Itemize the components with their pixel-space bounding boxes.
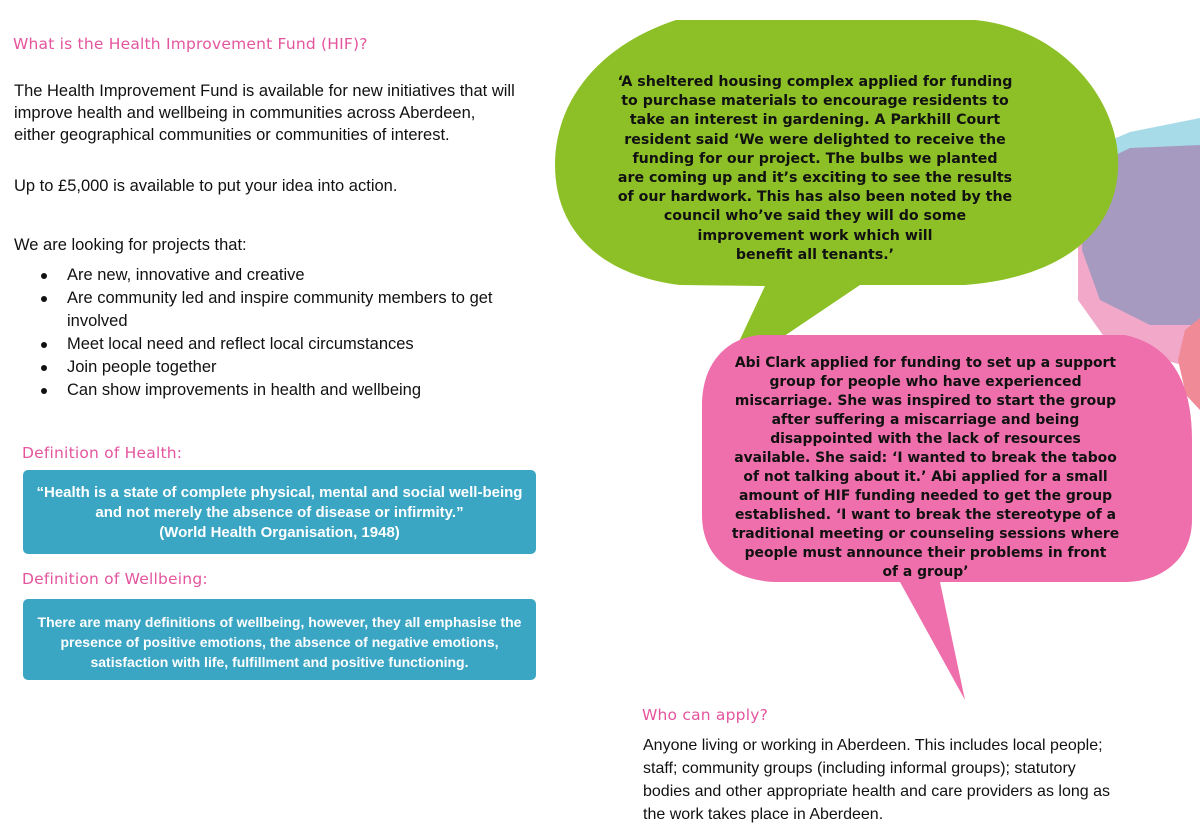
criteria-item: Are community led and inspire community members to get involved bbox=[14, 287, 524, 333]
pink-quote-line: disappointed with the lack of resources bbox=[770, 431, 1081, 447]
green-quote-line: benefit all tenants.’ bbox=[735, 246, 895, 263]
green-quote-line: ‘A sheltered housing complex applied for funding bbox=[617, 74, 1013, 90]
who-can-apply-heading: Who can apply? bbox=[642, 706, 769, 724]
who-can-apply-line: staff; community groups (including informal groups); statutory bbox=[643, 760, 1076, 777]
green-quote-line: council who’ve said they will do some bbox=[663, 208, 967, 225]
criteria-item: Are new, innovative and creative bbox=[14, 264, 524, 287]
who-can-apply-line: the work takes place in Aberdeen. bbox=[643, 806, 884, 823]
green-quote-line: are coming up and it’s exciting to see the results bbox=[617, 170, 1013, 187]
pink-quote-line: available. She said: ‘I wanted to break the taboo bbox=[734, 450, 1117, 466]
green-bubble-quote bbox=[600, 73, 1030, 265]
criteria-list bbox=[14, 264, 524, 402]
funding-amount: Up to £5,000 is available to put your idea into action. bbox=[14, 177, 398, 195]
pink-quote-line: traditional meeting or counseling sessions where bbox=[731, 526, 1120, 542]
who-can-apply-text bbox=[643, 734, 1150, 826]
health-quote-line: and not merely the absence of disease or infirmity.” bbox=[95, 504, 464, 521]
hif-intro-line: The Health Improvement Fund is available for new initiatives that will bbox=[14, 82, 515, 100]
green-quote-line: to purchase materials to encourage residents to bbox=[621, 93, 1009, 110]
hif-heading: What is the Health Improvement Fund (HIF)? bbox=[13, 35, 368, 53]
health-definition-heading: Definition of Health: bbox=[22, 444, 183, 462]
green-quote-line: take an interest in gardening. A Parkhill Court bbox=[629, 112, 1001, 129]
wellbeing-text-line: satisfaction with life, fulfillment and positive functioning. bbox=[90, 654, 469, 670]
hif-intro-line: improve health and wellbeing in communities across Aberdeen, bbox=[14, 104, 476, 122]
green-quote-line: resident said ‘We were delighted to receive the bbox=[624, 131, 1006, 148]
hif-intro-line: either geographical communities or communities of interest. bbox=[14, 126, 450, 144]
who-can-apply-line: Anyone living or working in Aberdeen. This includes local people; bbox=[643, 737, 1103, 754]
green-quote-line: improvement work which will bbox=[697, 227, 933, 244]
green-quote-line: funding for our project. The bulbs we planted bbox=[632, 150, 998, 167]
pink-quote-line: miscarriage. She was inspired to start the group bbox=[734, 393, 1117, 409]
pink-quote-line: people must announce their problems in front bbox=[744, 545, 1107, 561]
pink-bubble-quote bbox=[713, 354, 1138, 582]
pink-quote-line: established. ‘I want to break the stereotype of a bbox=[735, 507, 1116, 523]
health-quote-source: (World Health Organisation, 1948) bbox=[159, 524, 400, 541]
wellbeing-text-line: There are many definitions of wellbeing, however, they all emphasise the bbox=[37, 614, 522, 630]
hif-intro bbox=[14, 80, 534, 146]
criteria-item: Join people together bbox=[14, 356, 524, 379]
green-quote-line: of our hardwork. This has also been noted by the bbox=[617, 189, 1013, 206]
pink-quote-line: amount of HIF funding needed to get the group bbox=[738, 488, 1113, 504]
pink-quote-line: group for people who have experienced bbox=[769, 374, 1082, 390]
wellbeing-definition-box bbox=[23, 599, 536, 680]
criteria-item: Meet local need and reflect local circumstances bbox=[14, 333, 524, 356]
pink-quote-line: after suffering a miscarriage and being bbox=[771, 412, 1080, 428]
looking-for-intro: We are looking for projects that: bbox=[14, 236, 247, 254]
health-quote-line: “Health is a state of complete physical, mental and social well-being bbox=[36, 484, 523, 501]
wellbeing-definition-heading: Definition of Wellbeing: bbox=[22, 570, 208, 588]
pink-quote-line: of a group’ bbox=[882, 564, 969, 580]
pink-quote-line: Abi Clark applied for funding to set up a support bbox=[734, 355, 1117, 371]
health-definition-box bbox=[23, 470, 536, 554]
who-can-apply-line: bodies and other appropriate health and care providers as long as bbox=[643, 783, 1110, 800]
criteria-item: Can show improvements in health and wellbeing bbox=[14, 379, 524, 402]
pink-quote-line: of not talking about it.’ Abi applied for a small bbox=[743, 469, 1108, 485]
wellbeing-text-line: presence of positive emotions, the absence of negative emotions, bbox=[60, 634, 499, 650]
